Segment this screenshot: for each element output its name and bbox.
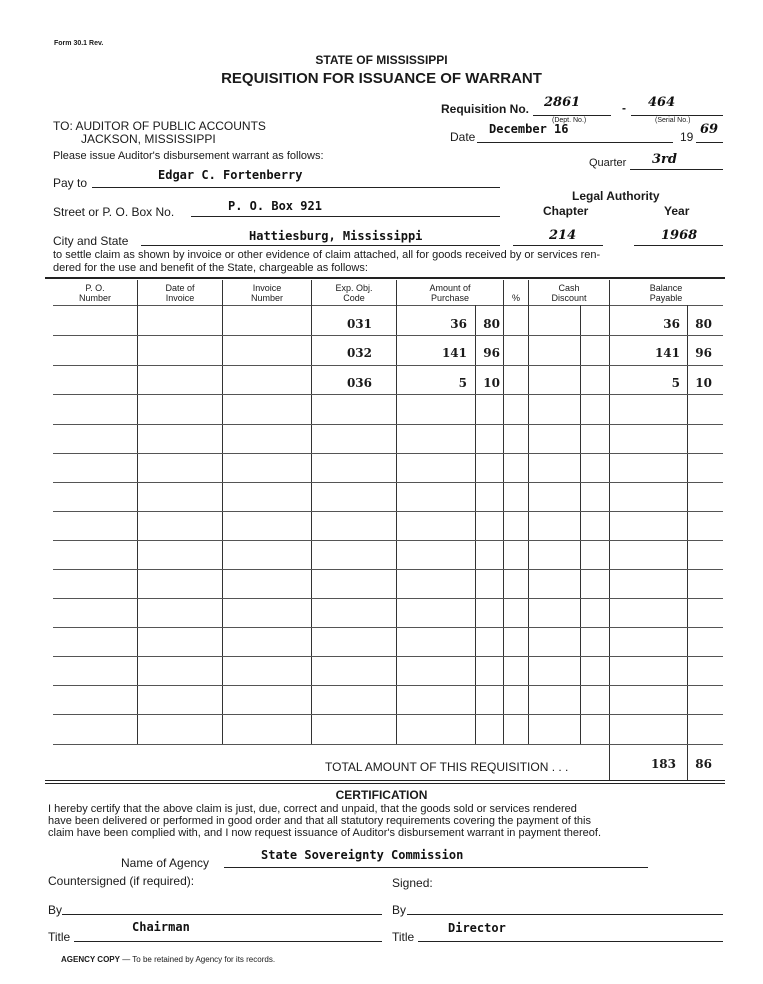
header-cash-discount: Cash Discount — [551, 283, 587, 303]
addressee-line2: JACKSON, MISSISSIPPI — [81, 132, 216, 146]
row-balance-dollars: 141 — [654, 346, 680, 360]
pay-to-line — [92, 187, 500, 188]
settle-line2: dered for the use and benefit of the State, chargeable as follows: — [53, 262, 368, 274]
total-label: TOTAL AMOUNT OF THIS REQUISITION . . . — [325, 760, 569, 774]
street-line — [191, 216, 500, 217]
header-percent: % — [511, 293, 520, 303]
header-exp-code: Exp. Obj. Code — [335, 283, 373, 303]
date-line — [477, 142, 673, 143]
requisition-dash: - — [622, 101, 626, 115]
row-rule — [53, 627, 723, 628]
form-title: REQUISITION FOR ISSUANCE OF WARRANT — [221, 70, 542, 87]
year-label: Year — [664, 204, 690, 218]
year-line — [696, 142, 723, 143]
dept-no-line — [533, 115, 611, 116]
row-balance-dollars: 5 — [671, 376, 680, 390]
agency-line — [224, 867, 648, 868]
row-balance-cents: 10 — [695, 376, 712, 390]
row-rule — [53, 335, 723, 336]
col-rule — [503, 280, 504, 744]
row-exp-code: 036 — [346, 376, 372, 390]
year-value: 69 — [700, 122, 719, 137]
city-label: City and State — [53, 234, 129, 248]
requisition-label: Requisition No. — [441, 102, 529, 116]
certification-line2: have been delivered or performed in good order and that all statutory requirements covering the payment of this — [48, 815, 591, 827]
left-title-label: Title — [48, 930, 71, 944]
footer-agency-copy: AGENCY COPY — [61, 955, 120, 964]
row-rule — [53, 744, 723, 745]
row-balance-cents: 96 — [695, 346, 712, 360]
row-rule — [53, 540, 723, 541]
table-bottom-rule — [45, 783, 725, 784]
col-rule — [475, 305, 476, 744]
row-rule — [53, 424, 723, 425]
col-rule — [580, 305, 581, 744]
year-prefix: 19 — [680, 130, 694, 144]
row-amount-cents: 80 — [483, 317, 500, 331]
settle-line1: to settle claim as shown by invoice or other evidence of claim attached, all for goods received by or services ren- — [53, 249, 601, 261]
row-balance-cents: 80 — [695, 317, 712, 331]
row-rule — [53, 685, 723, 686]
serial-no-caption: (Serial No.) — [655, 117, 691, 124]
pay-to-value: Edgar C. Fortenberry — [158, 168, 303, 182]
footer-note — [61, 955, 275, 964]
quarter-label: Quarter — [589, 157, 627, 169]
row-rule — [53, 511, 723, 512]
quarter-line — [630, 169, 723, 170]
row-balance-dollars: 36 — [663, 317, 680, 331]
authority-year-value: 1968 — [661, 228, 698, 243]
street-value: P. O. Box 921 — [228, 199, 322, 213]
city-line — [141, 245, 500, 246]
row-amount-dollars: 36 — [450, 317, 467, 331]
agency-value: State Sovereignty Commission — [261, 848, 464, 862]
row-rule — [53, 598, 723, 599]
total-cents: 86 — [695, 757, 712, 771]
right-title-label: Title — [392, 930, 415, 944]
street-label: Street or P. O. Box No. — [53, 205, 175, 219]
right-title-line — [418, 941, 723, 942]
certification-line3: claim have been complied with, and I now request issuance of Auditor's disbursement warrant in payment thereof. — [48, 827, 602, 839]
right-title-value: Director — [448, 921, 506, 935]
header-date: Date of Invoice — [165, 283, 195, 303]
date-label: Date — [450, 130, 476, 144]
row-rule — [53, 394, 723, 395]
left-title-value: Chairman — [132, 920, 190, 934]
table-top-rule — [45, 277, 725, 279]
header-rule — [53, 305, 723, 306]
serial-no-line — [631, 115, 723, 116]
row-amount-dollars: 141 — [441, 346, 467, 360]
col-rule — [137, 280, 138, 744]
row-rule — [53, 482, 723, 483]
instruction-text: Please issue Auditor's disbursement warrant as follows: — [53, 150, 324, 162]
col-rule — [528, 280, 529, 744]
row-amount-cents: 96 — [483, 346, 500, 360]
col-rule — [222, 280, 223, 744]
date-value: December 16 — [489, 122, 569, 136]
form-number: Form 30.1 Rev. — [54, 40, 104, 47]
footer-retain-text: — To be retained by Agency for its records. — [122, 955, 276, 964]
row-amount-dollars: 5 — [458, 376, 467, 390]
header-balance: Balance Payable — [649, 283, 683, 303]
chapter-line — [513, 245, 603, 246]
signed-label: Signed: — [392, 876, 433, 890]
header-invoice: Invoice Number — [250, 283, 283, 303]
header-amount: Amount of Purchase — [429, 283, 471, 303]
pay-to-label: Pay to — [53, 176, 88, 190]
row-rule — [53, 453, 723, 454]
certification-line1: I hereby certify that the above claim is just, due, correct and unpaid, that the goods sold or services rendered — [48, 803, 577, 815]
authority-year-line — [634, 245, 723, 246]
left-by-label: By — [48, 903, 63, 917]
legal-authority-label: Legal Authority — [572, 189, 660, 203]
table-bottom-rule — [45, 780, 725, 781]
row-rule — [53, 656, 723, 657]
header-po: P. O. Number — [78, 283, 111, 303]
left-by-line — [62, 914, 382, 915]
total-dollars: 183 — [650, 757, 676, 771]
countersigned-label: Countersigned (if required): — [48, 874, 195, 888]
row-amount-cents: 10 — [483, 376, 500, 390]
dept-no-value: 2861 — [544, 95, 581, 110]
right-by-line — [407, 914, 723, 915]
serial-no-value: 464 — [648, 95, 676, 110]
city-value: Hattiesburg, Mississippi — [249, 229, 423, 243]
left-title-line — [74, 941, 382, 942]
row-exp-code: 031 — [346, 317, 372, 331]
quarter-value: 3rd — [652, 152, 677, 167]
state-heading: STATE OF MISSISSIPPI — [315, 53, 448, 67]
right-by-label: By — [392, 903, 407, 917]
row-rule — [53, 714, 723, 715]
chapter-value: 214 — [549, 228, 577, 243]
chapter-label: Chapter — [543, 204, 589, 218]
row-rule — [53, 365, 723, 366]
addressee-line1: TO: AUDITOR OF PUBLIC ACCOUNTS — [53, 119, 266, 133]
row-exp-code: 032 — [346, 346, 372, 360]
certification-heading: CERTIFICATION — [335, 788, 428, 802]
agency-label: Name of Agency — [121, 856, 210, 870]
row-rule — [53, 569, 723, 570]
dept-no-caption: (Dept. No.) — [552, 117, 587, 124]
